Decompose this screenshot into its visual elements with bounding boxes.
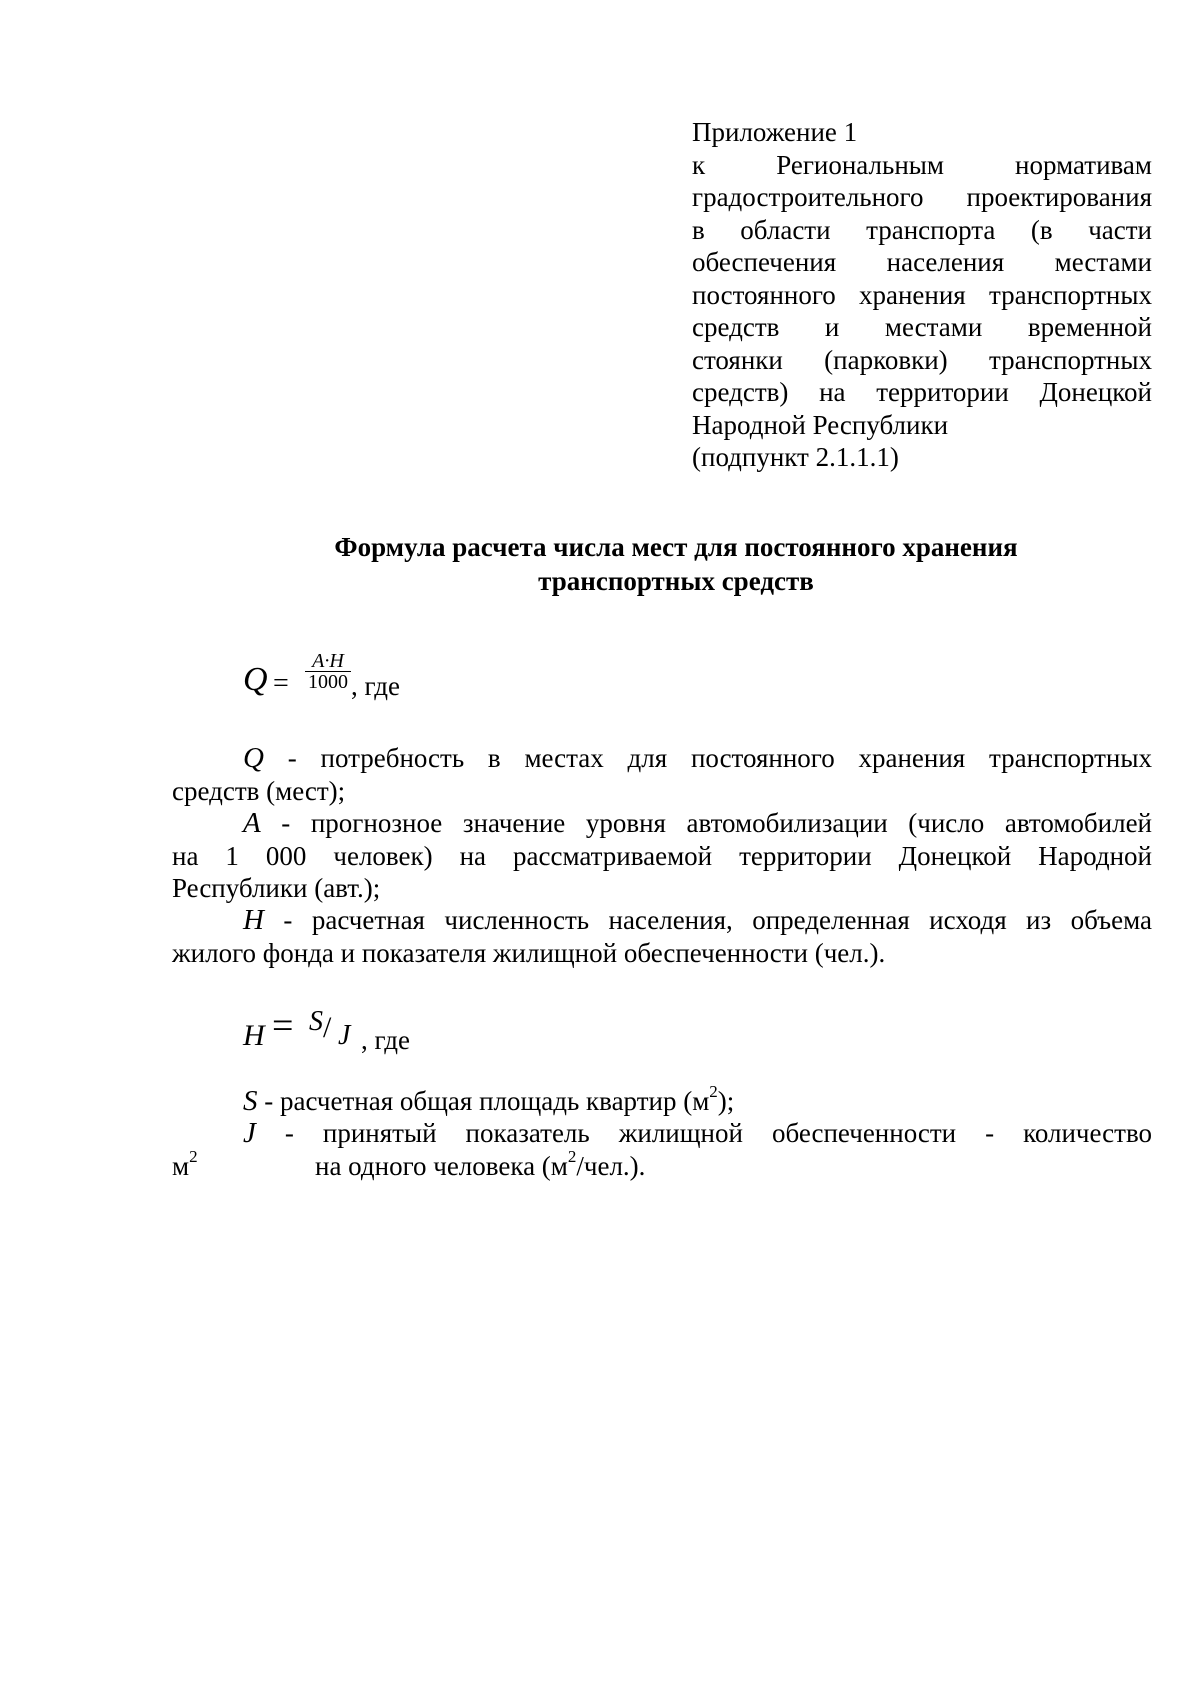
definition-q — [172, 742, 1152, 807]
definition-j-symbol: J — [243, 1117, 256, 1149]
definition-a-line-1 — [172, 807, 1152, 840]
definition-j-text: - принятый показатель жилищной обеспеченности - количество — [284, 1118, 1153, 1148]
appendix-subpoint: (подпункт 2.1.1.1) — [692, 442, 899, 472]
definition-h-symbol: H — [243, 904, 264, 936]
definition-j — [172, 1117, 1152, 1182]
formula-q-equals: = — [273, 668, 289, 699]
appendix-line: средств и местами временной — [692, 312, 1152, 342]
definition-h-line-2: жилого фонда и показателя жилищной обеспеченности (чел.). — [172, 937, 886, 968]
definition-j-unit-text: м — [172, 1150, 190, 1181]
title-line-1: Формула расчета числа мест для постоянного хранения — [334, 532, 1018, 562]
definition-s-symbol: S — [243, 1085, 258, 1117]
document-title — [150, 530, 1200, 598]
definition-s — [172, 1082, 1152, 1118]
definition-a-text: - прогнозное значение уровня автомобилизации (число автомобилей — [281, 808, 1152, 838]
formula-q-lhs: Q — [243, 661, 268, 698]
appendix-line: стоянки (парковки) транспортных — [692, 344, 1152, 375]
definition-a — [172, 807, 1152, 905]
appendix-line: в области транспорта (в части — [692, 214, 1152, 245]
definition-j-line-1 — [172, 1117, 1152, 1150]
definition-h-text: - расчетная численность населения, определенная исходя из объема — [283, 905, 1153, 935]
appendix-line: градостроительного проектирования — [692, 182, 1152, 212]
definition-h — [172, 904, 1152, 969]
definition-j-unit-sup: 2 — [189, 1146, 198, 1166]
formula-h-slash: / — [323, 1011, 332, 1044]
appendix-line: постоянного хранения транспортных — [692, 279, 1152, 310]
definition-j-line-2-sup: 2 — [567, 1146, 577, 1166]
formula-h-tail: , где — [361, 1025, 410, 1055]
formula-q-tail: , где — [351, 671, 400, 701]
definition-j-unit — [172, 1146, 198, 1183]
formula-q-fraction — [305, 652, 351, 691]
definition-s-line — [172, 1082, 1152, 1118]
definition-a-line-2: на 1 000 человек) на рассматриваемой территории Донецкой Народной — [172, 840, 1152, 871]
formula-q-denominator: 1000 — [308, 671, 348, 693]
formula-h-denominator: J — [338, 1020, 351, 1051]
definition-a-line-3: Республики (авт.); — [172, 873, 381, 903]
formula-h-lhs: H — [243, 1019, 265, 1052]
definition-q-line-1 — [172, 742, 1152, 775]
definition-j-line-2 — [172, 1146, 1152, 1183]
definition-j-rest — [315, 1146, 646, 1183]
definition-a-symbol: A — [243, 807, 261, 839]
formula-h-numerator: S — [309, 1006, 323, 1037]
appendix-line: Народной Республики — [692, 409, 949, 440]
definition-j-line-2a: на одного человека (м — [315, 1150, 568, 1181]
definition-q-line-2: средств (мест); — [172, 775, 346, 806]
appendix-line: средств) на территории Донецкой — [692, 377, 1152, 407]
appendix-header — [692, 116, 1152, 474]
definition-s-sup: 2 — [709, 1082, 718, 1101]
appendix-line: к Региональным нормативам — [692, 149, 1152, 180]
definition-q-symbol: Q — [243, 742, 264, 774]
title-line-2: транспортных средств — [538, 566, 814, 596]
appendix-title: Приложение 1 — [692, 117, 858, 147]
definition-q-text: - потребность в местах для постоянного хранения транспортных — [287, 743, 1153, 773]
definition-h-line-1 — [172, 904, 1152, 937]
formula-q-numerator: A·H — [305, 652, 351, 672]
definition-s-text: - расчетная общая площадь квартир (м — [264, 1086, 710, 1116]
formula-h-equals: = — [272, 1005, 294, 1047]
definition-j-line-2b: /чел.). — [576, 1150, 646, 1181]
appendix-line: обеспечения населения местами — [692, 247, 1152, 277]
definition-s-end: ); — [717, 1086, 735, 1116]
